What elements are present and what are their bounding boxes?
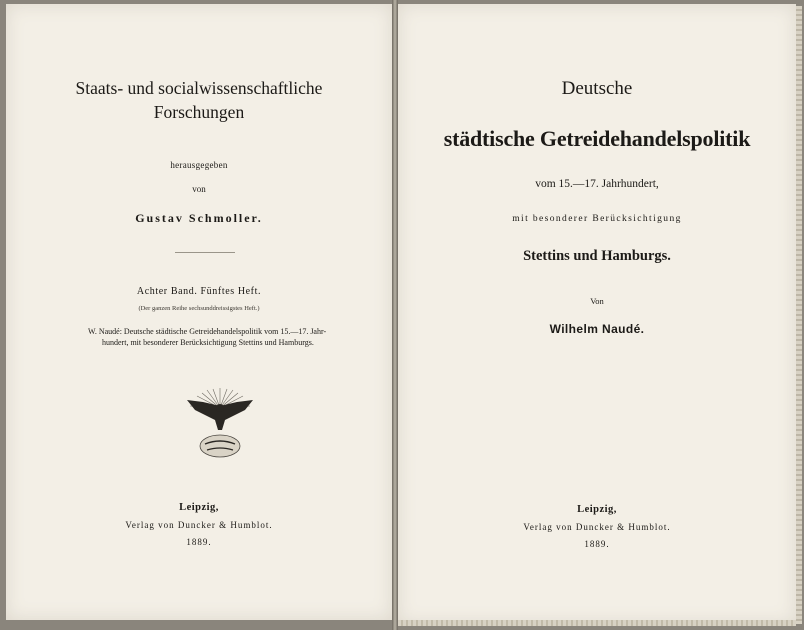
volume-note: (Der ganzen Reihe sechsunddreissigstes Heft.) [138,305,260,312]
publication-year: 1889. [186,537,212,547]
editor-name: Gustav Schmoller. [135,211,263,225]
von-label: von [192,184,206,194]
publisher-city: Leipzig, [577,504,617,515]
edited-by-label: herausgegeben [170,160,228,170]
title-line3: vom 15.—17. Jahrhundert, [535,178,659,190]
publisher-name: Verlag von Duncker & Humblot. [523,522,671,532]
author-name: Wilhelm Naudé. [549,322,645,336]
publication-year: 1889. [584,539,610,549]
right-page [398,4,796,624]
title-line1: Deutsche [561,78,633,99]
contents-note [88,326,354,348]
eagle-emblem-icon [185,386,255,466]
page-edges-right [796,6,802,624]
series-title-line2: Forschungen [153,102,245,122]
divider [175,252,235,253]
publisher-city: Leipzig, [179,502,219,513]
von-label: Von [590,296,604,306]
title-line5: Stettins und Hamburgs. [523,248,671,264]
publisher-name: Verlag von Duncker & Humblot. [125,520,273,530]
left-page [6,4,392,620]
title-line4: mit besonderer Berücksichtigung [512,214,682,224]
contents-line2: hundert, mit besonderer Berücksichtigung Stettins und Hamburgs. [102,338,314,347]
page-edges-bottom [398,620,796,626]
title-line2: städtische Getreidehandelspolitik [443,126,751,151]
volume-label: Achter Band. Fünftes Heft. [136,286,262,297]
series-title [6,76,392,124]
series-title-line1: Staats- und socialwissenschaftliche [75,78,323,98]
contents-line1: W. Naudé: Deutsche städtische Getreidehandelspolitik vom 15.—17. Jahr- [88,327,327,336]
